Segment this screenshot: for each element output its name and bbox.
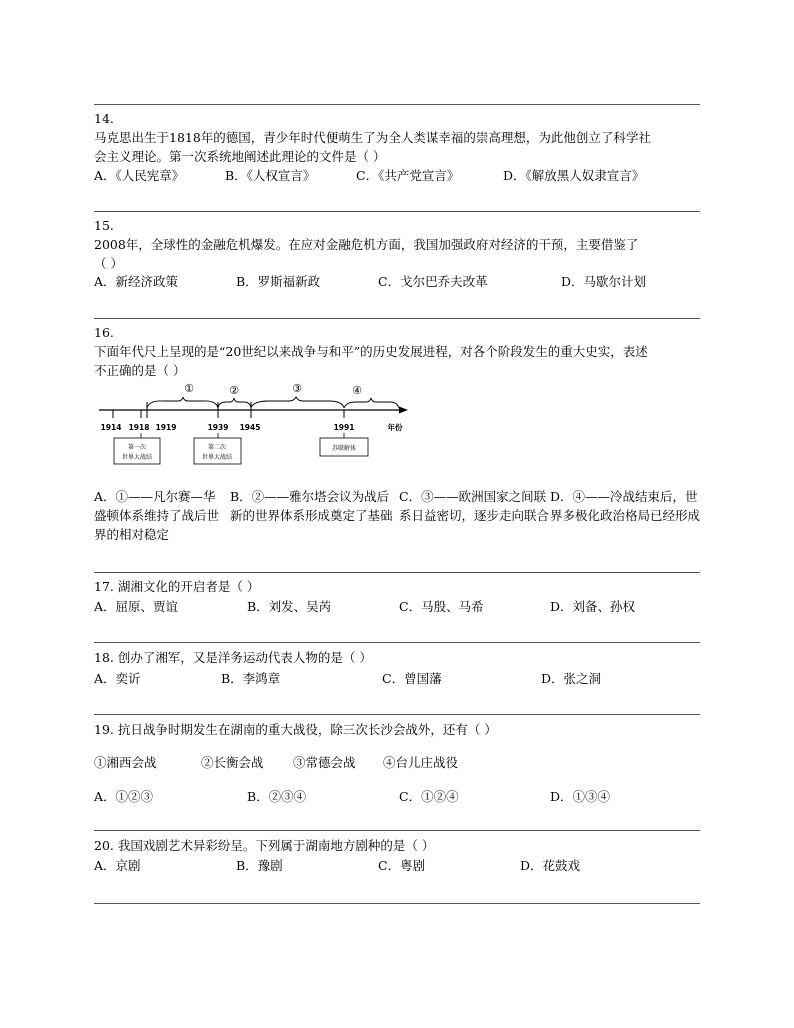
- option-d[interactable]: D．张之洞: [541, 671, 602, 686]
- stage-label: ④: [352, 384, 362, 397]
- event-box-text: 世界大战结: [121, 454, 153, 461]
- option-d[interactable]: D．《解放黑人奴隶宣言》: [503, 168, 645, 183]
- stage-brace: [251, 397, 344, 408]
- event-box-text: 苏联解体: [331, 445, 357, 452]
- option-c[interactable]: C．马殷、马希: [399, 599, 484, 614]
- question-stem: 20. 我国戏剧艺术异彩纷呈。下列属于湖南地方剧种的是（ ）: [94, 838, 435, 853]
- option-a[interactable]: A．新经济政策: [94, 274, 179, 289]
- option-a[interactable]: A．奕䜣: [94, 671, 141, 686]
- axis-arrow: [399, 407, 408, 414]
- option-c[interactable]: C．曾国藩: [382, 671, 442, 686]
- timeline-diagram: [94, 380, 424, 470]
- question-stem: 17. 湖湘文化的开启者是（ ）: [94, 579, 260, 594]
- separator: [94, 830, 700, 831]
- question-stem: 19. 抗日战争时期发生在湖南的重大战役，除三次长沙会战外，还有（ ）: [94, 722, 497, 737]
- question-stem: 马克思出生于1818年的德国，青少年时代便萌生了为全人类谋幸福的崇高理想，为此他创立了科学社: [94, 130, 651, 145]
- question-17: [94, 577, 706, 596]
- year-label: 1945: [239, 423, 261, 432]
- option-a[interactable]: A．京剧: [94, 858, 141, 873]
- option-c[interactable]: C．《共产党宣言》: [356, 168, 460, 183]
- question-19: [94, 720, 706, 739]
- question-stem: （ ）: [94, 256, 123, 271]
- question-16: [94, 323, 706, 380]
- separator: [94, 211, 700, 212]
- question-number: 14.: [94, 111, 114, 126]
- year-label: 1914: [100, 423, 122, 432]
- options-14: [94, 166, 706, 186]
- option-a[interactable]: A．《人民宪章》: [94, 168, 185, 183]
- event-box-text: 第一次: [127, 444, 147, 451]
- question-stem: 18. 创办了湘军，又是洋务运动代表人物的是（ ）: [94, 650, 372, 665]
- option-c[interactable]: C．戈尔巴乔夫改革: [378, 274, 488, 289]
- option-b[interactable]: B．②③④: [247, 789, 307, 804]
- stage-brace: [218, 398, 251, 408]
- options-16: [94, 487, 706, 547]
- options-19: [94, 787, 706, 807]
- separator: [94, 714, 700, 715]
- separator: [94, 572, 700, 573]
- option-d[interactable]: D．刘备、孙权: [550, 599, 636, 614]
- question-number: 15.: [94, 218, 114, 233]
- battle-item: ④台儿庄战役: [383, 755, 459, 770]
- option-b[interactable]: B．罗斯福新政: [236, 274, 321, 289]
- year-label: 1991: [333, 423, 355, 432]
- stage-brace: [344, 398, 399, 408]
- option-b[interactable]: B．《人权宣言》: [225, 168, 316, 183]
- battle-item: ①湘西会战: [94, 755, 157, 770]
- option-a[interactable]: A．屈原、贾谊: [94, 599, 179, 614]
- options-17: [94, 597, 706, 617]
- stage-brace: [147, 397, 218, 408]
- question-number: 16.: [94, 325, 114, 340]
- year-label: 1918: [128, 423, 150, 432]
- option-c[interactable]: C．粤剧: [378, 858, 426, 873]
- question-stem: 不正确的是（ ）: [94, 363, 186, 378]
- battle-item: ②长衡会战: [201, 755, 264, 770]
- question-18: [94, 648, 706, 667]
- option-b[interactable]: B．豫剧: [236, 858, 283, 873]
- options-15: [94, 272, 706, 292]
- event-box-text: 第二次: [207, 444, 227, 451]
- options-20: [94, 856, 706, 876]
- option-d[interactable]: D．④——冷战结束后，世界多极化政治格局已经形成: [550, 489, 701, 523]
- option-a[interactable]: A．①②③: [94, 789, 154, 804]
- separator: [94, 318, 700, 319]
- timeline-svg: [94, 380, 424, 470]
- options-18: [94, 669, 706, 689]
- option-b[interactable]: B．②——雅尔塔会议为战后新的世界体系形成奠定了基础: [230, 489, 393, 523]
- axis-label: 年份: [387, 423, 403, 432]
- option-b[interactable]: B．刘发、吴芮: [247, 599, 332, 614]
- question-15: [94, 216, 706, 273]
- question-14: [94, 109, 706, 166]
- event-box-text: 世界大战结: [201, 454, 233, 461]
- question-stem: 会主义理论。第一次系统地阐述此理论的文件是（ ）: [94, 149, 386, 164]
- option-a[interactable]: A．①——凡尔赛—华盛顿体系维持了战后世界的相对稳定: [94, 489, 220, 542]
- separator: [94, 642, 700, 643]
- items-19: [94, 753, 706, 773]
- year-label: 1939: [207, 423, 229, 432]
- option-c[interactable]: C．③——欧洲国家之间联系日益密切，逐步走向联合: [399, 489, 550, 523]
- separator: [94, 903, 700, 904]
- option-c[interactable]: C．①②④: [399, 789, 459, 804]
- question-stem: 下面年代尺上呈现的是“20世纪以来战争与和平”的历史发展进程，对各个阶段发生的重大史实，表述: [94, 344, 648, 359]
- option-b[interactable]: B．李鸿章: [221, 671, 281, 686]
- option-d[interactable]: D．花鼓戏: [520, 858, 581, 873]
- year-label: 1919: [155, 423, 177, 432]
- stage-label: ②: [229, 384, 239, 397]
- option-d[interactable]: D．马歇尔计划: [561, 274, 647, 289]
- stage-label: ①: [184, 382, 194, 395]
- battle-item: ③常德会战: [293, 755, 356, 770]
- option-d[interactable]: D．①③④: [550, 789, 611, 804]
- stage-label: ③: [292, 382, 302, 395]
- separator: [94, 104, 700, 105]
- question-stem: 2008年，全球性的金融危机爆发。在应对金融危机方面，我国加强政府对经济的干预，主要借鉴了: [94, 237, 639, 252]
- question-20: [94, 836, 706, 855]
